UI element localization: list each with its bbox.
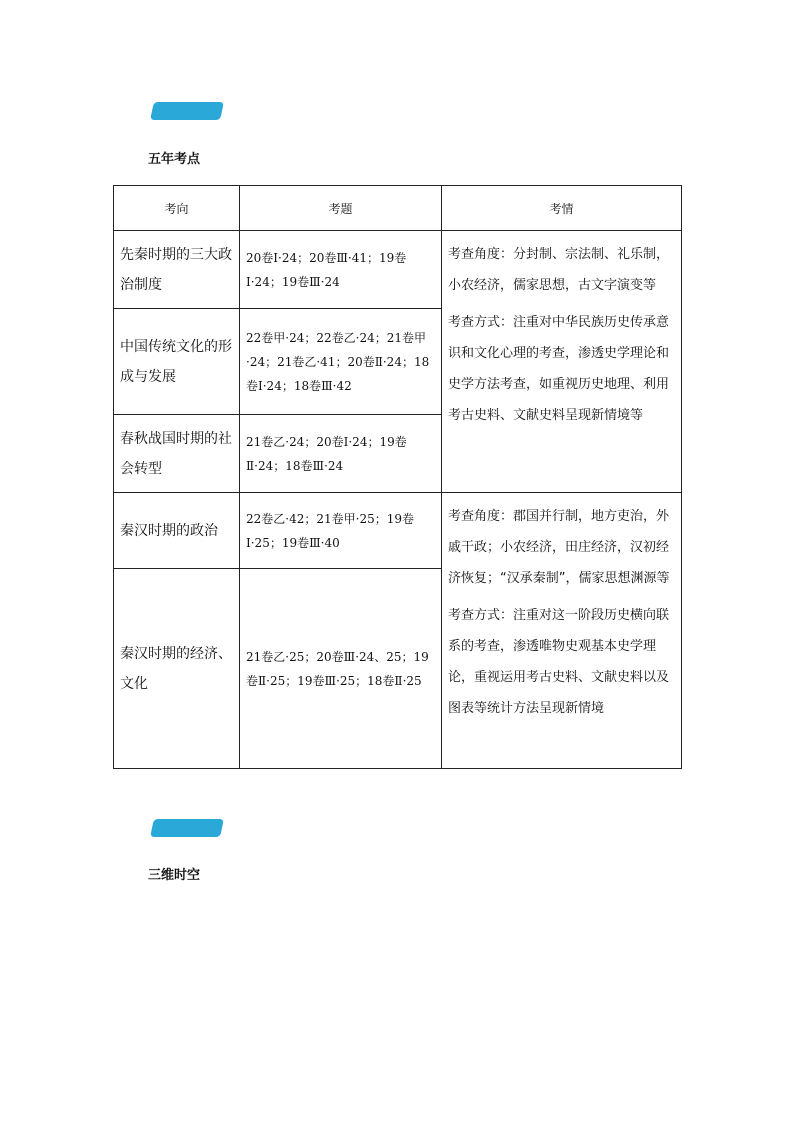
section-badge-1 <box>150 102 224 120</box>
row-exams: 22卷甲·24；22卷乙·24；21卷甲·24；21卷乙·41；20卷Ⅱ·24；18卷Ⅰ·24；18卷Ⅲ·42 <box>240 309 442 415</box>
row-direction: 秦汉时期的经济、文化 <box>114 569 240 769</box>
info-cell-2 <box>442 493 682 769</box>
section-badge-2 <box>150 819 224 837</box>
info-method-1: 考查方式：注重对中华民族历史传承意识和文化心理的考查，渗透史学理论和史学方法考查，如重视历史地理、利用考古史料、文献史料呈现新情境等 <box>448 315 670 423</box>
row-exams: 22卷乙·42；21卷甲·25；19卷Ⅰ·25；19卷Ⅲ·40 <box>240 493 442 569</box>
exam-table <box>113 185 682 769</box>
row-exams: 20卷Ⅰ·24；20卷Ⅲ·41；19卷Ⅰ·24；19卷Ⅲ·24 <box>240 231 442 309</box>
info-cell-1 <box>442 231 682 493</box>
info-angle-1: 考查角度：分封制、宗法制、礼乐制，小农经济，儒家思想，古文字演变等 <box>448 247 670 293</box>
row-exams: 21卷乙·24；20卷Ⅰ·24；19卷Ⅱ·24；18卷Ⅲ·24 <box>240 415 442 493</box>
row-direction: 中国传统文化的形成与发展 <box>114 309 240 415</box>
header-exams: 考题 <box>240 186 442 231</box>
header-direction: 考向 <box>114 186 240 231</box>
section-title-1: 五年考点 <box>148 152 201 167</box>
row-direction: 先秦时期的三大政治制度 <box>114 231 240 309</box>
table-row <box>114 231 682 309</box>
row-direction: 春秋战国时期的社会转型 <box>114 415 240 493</box>
section-title-2: 三维时空 <box>148 868 201 883</box>
table-header-row <box>114 186 682 231</box>
info-method-2: 考查方式：注重对这一阶段历史横向联系的考查，渗透唯物史观基本史学理论，重视运用考古史料、文献史料以及图表等统计方法呈现新情境 <box>448 608 670 716</box>
header-info: 考情 <box>442 186 682 231</box>
table-row <box>114 493 682 569</box>
row-exams: 21卷乙·25；20卷Ⅲ·24、25；19卷Ⅱ·25；19卷Ⅲ·25；18卷Ⅱ·25 <box>240 569 442 769</box>
row-direction: 秦汉时期的政治 <box>114 493 240 569</box>
info-angle-2: 考查角度：郡国并行制，地方吏治，外戚干政；小农经济，田庄经济，汉初经济恢复；“汉承秦制”，儒家思想渊源等 <box>448 509 670 586</box>
